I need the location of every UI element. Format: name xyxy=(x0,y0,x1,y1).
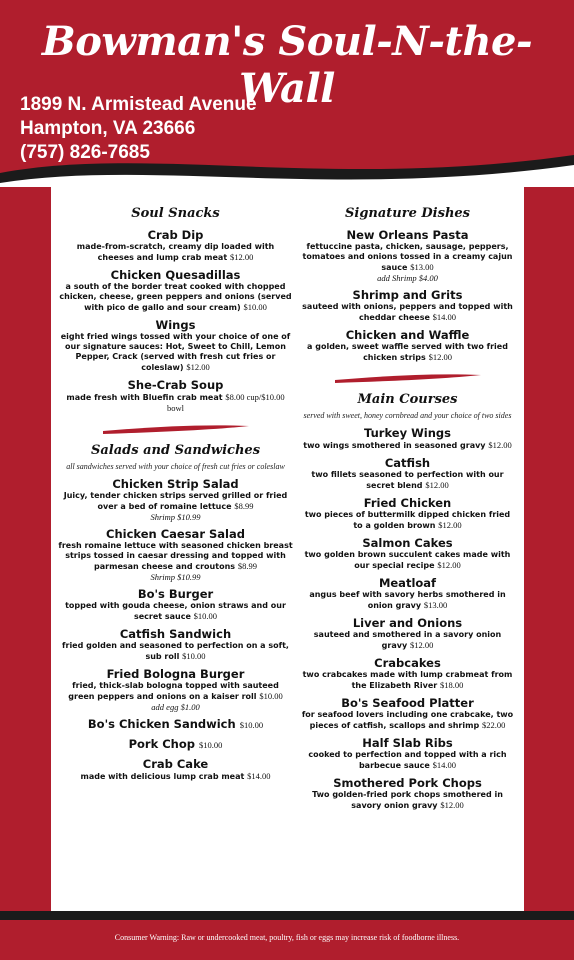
menu-item-name-text: Bo's Burger xyxy=(137,587,214,601)
menu-item-name xyxy=(58,737,293,752)
menu-item-name-text: Turkey Wings xyxy=(364,426,451,440)
menu-item-name xyxy=(300,736,515,750)
menu-item-name-text: Pork Chop xyxy=(128,737,196,751)
menu-item xyxy=(300,328,515,363)
menu-item-name-text: Shrimp and Grits xyxy=(352,288,463,302)
menu-item-description xyxy=(300,242,515,273)
menu-item-description-text: made with delicious lump crab meat xyxy=(80,772,245,781)
menu-item-name xyxy=(58,717,293,732)
menu-item-price: $14.00 xyxy=(432,760,457,770)
menu-item-name-text: Salmon Cakes xyxy=(362,536,453,550)
menu-item-name-text: Liver and Onions xyxy=(352,616,463,630)
signature-dishes-list xyxy=(300,228,515,363)
menu-item-description xyxy=(300,790,515,811)
menu-item xyxy=(58,737,293,752)
menu-item-addon: add egg $1.00 xyxy=(151,702,200,712)
menu-item-name-text: Catfish Sandwich xyxy=(119,627,232,641)
menu-item-description-text: angus beef with savory herbs smothered in onion gravy xyxy=(309,590,506,610)
section-swoosh xyxy=(333,371,483,385)
menu-item-name xyxy=(300,456,515,470)
menu-item-name-text: Crabcakes xyxy=(374,656,441,670)
menu-item-description-text: sauteed with onions, peppers and topped with cheddar cheese xyxy=(302,302,513,322)
menu-item-description xyxy=(300,302,515,323)
menu-item xyxy=(58,587,293,622)
menu-item xyxy=(58,477,293,522)
menu-item xyxy=(300,736,515,771)
menu-item-description-text: topped with gouda cheese, onion straws and our secret sauce xyxy=(65,601,286,621)
menu-item-name-text: Crab Cake xyxy=(142,757,209,771)
menu-item-addon: add Shrimp $4.00 xyxy=(377,273,438,283)
menu-item-description xyxy=(58,771,293,782)
menu-item-price: $10.00 xyxy=(239,720,264,730)
menu-item-price: $12.00 xyxy=(409,640,434,650)
restaurant-title: Bowman's Soul-N-the-Wall xyxy=(41,18,533,112)
menu-item-description-text: two fillets seasoned to perfection with our secret blend xyxy=(311,470,504,490)
menu-item xyxy=(300,616,515,651)
menu-item-name-text: Chicken Quesadillas xyxy=(110,268,241,282)
menu-item-name-text: Fried Chicken xyxy=(363,496,452,510)
menu-item xyxy=(58,268,293,313)
menu-item-addon: Shrimp $10.99 xyxy=(150,512,201,522)
menu-item-name xyxy=(58,667,293,681)
menu-item-name xyxy=(300,656,515,670)
menu-item-price: $14.00 xyxy=(432,312,457,322)
menu-item-name xyxy=(300,496,515,510)
menu-item-description-text: for seafood lovers including one crabcake, two pieces of catfish, scallops and shrimp xyxy=(301,710,514,730)
section-heading-salads-sandwiches: Salads and Sandwiches xyxy=(90,443,261,458)
section-swoosh xyxy=(101,422,251,436)
menu-item-description xyxy=(300,510,515,531)
menu-item-description-text: fried, thick-slab bologna topped with sauteed green peppers and onions on a kaiser roll xyxy=(68,681,279,701)
consumer-warning: Consumer Warning: Raw or undercooked meat, poultry, fish or eggs may increase risk of foodborne illness. xyxy=(114,933,460,942)
main-courses-list xyxy=(300,426,515,811)
menu-item-description-text: Juicy, tender chicken strips served grilled or fried over a bed of romaine lettuce xyxy=(63,491,288,511)
menu-item-description-text: eight fried wings tossed with your choice of one of our signature sauces: Hot, Sweet to Chill, Lemon Pepper, Crack (served with fresh cut fries or coleslaw) xyxy=(60,332,291,372)
menu-item-description xyxy=(300,750,515,771)
menu-item-addon: Shrimp $10.99 xyxy=(150,572,201,582)
menu-item-description xyxy=(300,670,515,691)
menu-item-price: $10.00 xyxy=(259,691,283,701)
menu-item xyxy=(58,627,293,662)
section-heading-soul-snacks: Soul Snacks xyxy=(131,206,220,221)
menu-item-description xyxy=(300,630,515,651)
menu-item xyxy=(300,696,515,731)
menu-item-price: $22.00 xyxy=(481,720,506,730)
menu-item-description xyxy=(58,641,293,662)
menu-item-description xyxy=(58,282,293,313)
menu-item-price: $12.00 xyxy=(229,252,254,262)
phone-number: (757) 826-7685 xyxy=(20,142,150,163)
menu-item-description-text: a golden, sweet waffle served with two fried chicken strips xyxy=(307,342,508,362)
menu-item-description-text: cooked to perfection and topped with a rich barbecue sauce xyxy=(308,750,507,770)
menu-item-name xyxy=(58,757,293,771)
address-city: Hampton, VA 23666 xyxy=(20,118,196,139)
menu-item-name-text: Chicken Strip Salad xyxy=(112,477,239,491)
menu-item-price: $8.99 xyxy=(237,561,257,571)
menu-item-name-text: Half Slab Ribs xyxy=(362,736,453,750)
menu-item-name-text: New Orleans Pasta xyxy=(346,228,469,242)
menu-item-description-text: two golden brown succulent cakes made with our special recipe xyxy=(304,550,511,570)
menu-item xyxy=(300,426,515,451)
menu-item-description-text: made-from-scratch, creamy dip loaded with cheeses and lump crab meat xyxy=(76,242,275,262)
menu-item-name-text: Fried Bologna Burger xyxy=(106,667,245,681)
menu-item-price: $12.00 xyxy=(186,362,210,372)
salads-sandwiches-list xyxy=(58,477,293,782)
menu-item-description xyxy=(58,332,293,373)
menu-item-price: $10.00 xyxy=(193,611,218,621)
menu-item-price: $12.00 xyxy=(428,352,452,362)
menu-item-name xyxy=(300,426,515,440)
menu-item-price: $13.00 xyxy=(423,600,448,610)
menu-item-name xyxy=(58,228,293,242)
main-courses-note: served with sweet, honey cornbread and your choice of two sides xyxy=(303,411,512,420)
menu-item-name xyxy=(58,527,293,541)
menu-item xyxy=(58,318,293,373)
menu-item-description xyxy=(58,491,293,512)
menu-item-description xyxy=(58,242,293,263)
menu-item-name xyxy=(300,536,515,550)
menu-item-name xyxy=(300,228,515,242)
menu-item-name-text: Bo's Seafood Platter xyxy=(341,696,474,710)
menu-item-price: $10.00 xyxy=(182,651,206,661)
menu-item-description xyxy=(58,541,293,572)
bottom-bar xyxy=(0,911,574,920)
menu-item-description xyxy=(58,681,293,702)
menu-item xyxy=(300,496,515,531)
menu-item-description xyxy=(58,601,293,622)
menu-item-description-text: sauteed and smothered in a savory onion gravy xyxy=(313,630,502,650)
menu-item-price: $10.00 xyxy=(243,302,267,312)
menu-item-description xyxy=(300,440,515,451)
menu-item xyxy=(58,757,293,782)
menu-item-description-text: a south of the border treat cooked with chopped chicken, cheese, green peppers and onions (served with pico de gallo and sour cream) xyxy=(59,282,292,312)
menu-item-name-text: Catfish xyxy=(384,456,431,470)
menu-item-price: $12.00 xyxy=(425,480,449,490)
menu-item-price: $18.00 xyxy=(440,680,464,690)
menu-item-name xyxy=(300,328,515,342)
soul-snacks-list xyxy=(58,228,293,414)
sandwich-note: all sandwiches served with your choice of fresh cut fries or coleslaw xyxy=(66,462,285,471)
menu-item-price: $12.00 xyxy=(437,560,461,570)
menu-item-name xyxy=(300,776,515,790)
menu-item-description xyxy=(300,550,515,571)
menu-item-description-text: made fresh with Bluefin crab meat xyxy=(66,393,223,402)
menu-item-price: $10.00 xyxy=(199,740,223,750)
menu-item-name xyxy=(58,268,293,282)
menu-item-description xyxy=(300,710,515,731)
menu-item-name xyxy=(58,378,293,392)
menu-item-name-text: Meatloaf xyxy=(378,576,437,590)
menu-item-price: $8.99 xyxy=(234,501,254,511)
menu-item xyxy=(58,228,293,263)
menu-item-description-text: fresh romaine lettuce with seasoned chicken breast strips tossed in caesar dressing and topped with parmesan cheese and croutons xyxy=(58,541,293,571)
menu-item-description xyxy=(300,470,515,491)
menu-item xyxy=(58,378,293,414)
menu-item-name-text: Crab Dip xyxy=(147,228,204,242)
menu-item xyxy=(300,776,515,811)
menu-item-name-text: Chicken and Waffle xyxy=(345,328,470,342)
address-street: 1899 N. Armistead Avenue xyxy=(20,94,257,115)
menu-item-description-text: Two golden-fried pork chops smothered in savory onion gravy xyxy=(312,790,503,810)
menu-item-price: $12.00 xyxy=(438,520,462,530)
menu-item xyxy=(300,228,515,283)
menu-item-price: $13.00 xyxy=(410,262,434,272)
menu-item-price: $8.00 cup/$10.00 bowl xyxy=(167,392,285,413)
menu-item-name xyxy=(300,288,515,302)
menu-item xyxy=(300,456,515,491)
menu-item-description-text: two crabcakes made with lump crabmeat from the Elizabeth River xyxy=(302,670,513,690)
menu-item-description xyxy=(58,392,293,414)
menu-item-name xyxy=(300,696,515,710)
menu-item-description-text: fettuccine pasta, chicken, sausage, peppers, tomatoes and onions tossed in a creamy cajun sauce xyxy=(302,242,513,272)
menu-item-name xyxy=(58,587,293,601)
menu-item-name-text: Chicken Caesar Salad xyxy=(106,527,245,541)
menu-item-description-text: two wings smothered in seasoned gravy xyxy=(303,441,486,450)
menu-item-description xyxy=(300,590,515,611)
menu-item xyxy=(300,576,515,611)
left-column xyxy=(58,205,293,782)
menu-item-name-text: Wings xyxy=(155,318,196,332)
menu-item xyxy=(58,527,293,582)
menu-item-name-text: Bo's Chicken Sandwich xyxy=(87,717,236,731)
menu-item-description-text: two pieces of buttermilk dipped chicken fried to a golden brown xyxy=(304,510,511,530)
menu-item-name-text: She-Crab Soup xyxy=(127,378,224,392)
menu-item-name xyxy=(300,616,515,630)
menu-item xyxy=(300,288,515,323)
menu-item-name xyxy=(58,477,293,491)
menu-item-price: $12.00 xyxy=(488,440,512,450)
menu-item xyxy=(58,717,293,732)
menu-item-name-text: Smothered Pork Chops xyxy=(333,776,482,790)
menu-item-description-text: fried golden and seasoned to perfection on a soft, sub roll xyxy=(62,641,289,661)
menu-item-name xyxy=(58,627,293,641)
menu-item xyxy=(300,536,515,571)
menu-item-description xyxy=(300,342,515,363)
section-heading-main-courses: Main Courses xyxy=(357,392,458,407)
menu-item-name xyxy=(300,576,515,590)
right-column xyxy=(300,205,515,811)
menu-item xyxy=(300,656,515,691)
menu-item-name xyxy=(58,318,293,332)
section-heading-signature-dishes: Signature Dishes xyxy=(345,206,470,221)
menu-item-price: $12.00 xyxy=(440,800,464,810)
menu-item xyxy=(58,667,293,712)
menu-item-price: $14.00 xyxy=(247,771,271,781)
